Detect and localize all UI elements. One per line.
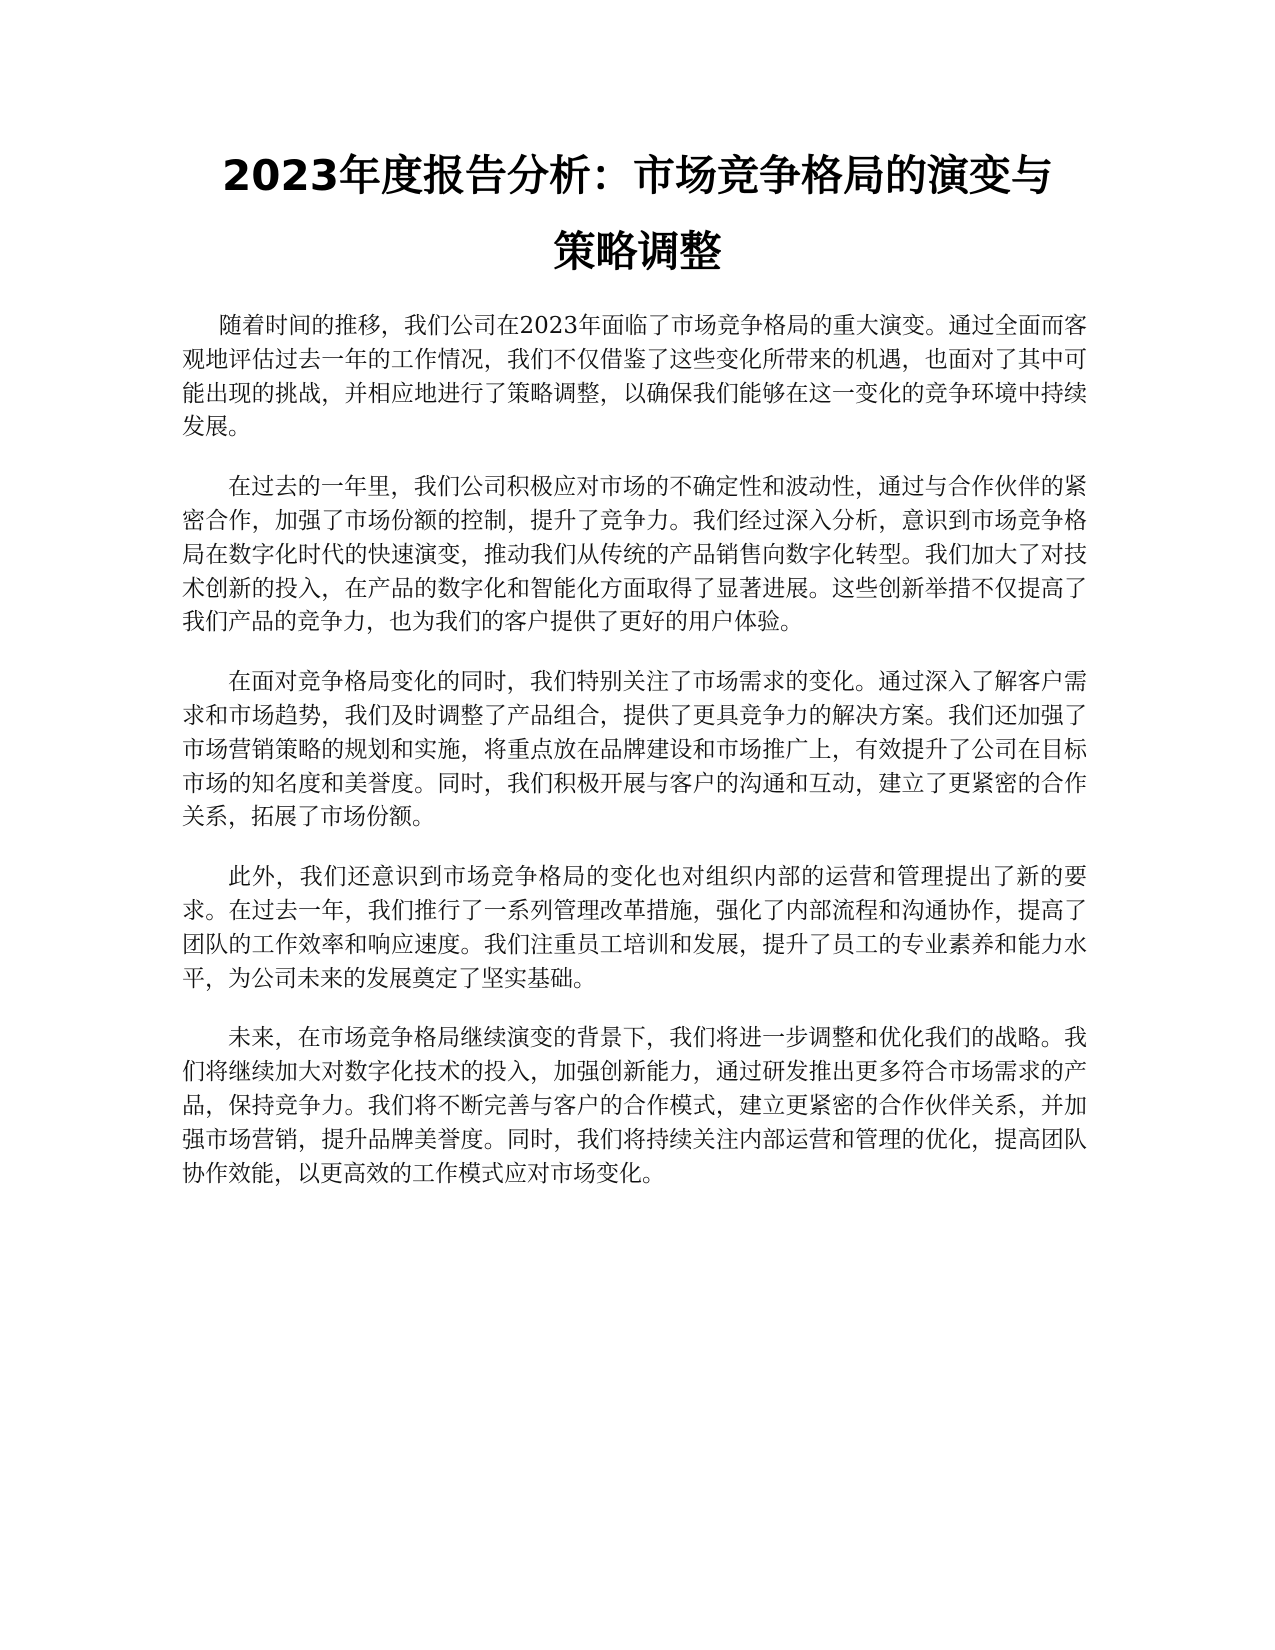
document-body	[182, 310, 1087, 1217]
paragraph-4: 此外，我们还意识到市场竞争格局的变化也对组织内部的运营和管理提出了新的要求。在过去一年，我们推行了一系列管理改革措施，强化了内部流程和沟通协作，提高了团队的工作效率和响应速度。我们注重员工培训和发展，提升了员工的专业素养和能力水平，为公司未来的发展奠定了坚实基础。	[182, 864, 1087, 992]
title-line-2: 策略调整	[553, 227, 722, 276]
paragraph-5: 未来，在市场竞争格局继续演变的背景下，我们将进一步调整和优化我们的战略。我们将继续加大对数字化技术的投入，加强创新能力，通过研发推出更多符合市场需求的产品，保持竞争力。我们将不断完善与客户的合作模式，建立更紧密的合作伙伴关系，并加强市场营销，提升品牌美誉度。同时，我们将持续关注内部运营和管理的优化，提高团队协作效能，以更高效的工作模式应对市场变化。	[182, 1025, 1087, 1187]
paragraph-1: 随着时间的推移，我们公司在2023年面临了市场竞争格局的重大演变。通过全面而客观地评估过去一年的工作情况，我们不仅借鉴了这些变化所带来的机遇，也面对了其中可能出现的挑战，并相应地进行了策略调整，以确保我们能够在这一变化的竞争环境中持续发展。	[182, 313, 1087, 441]
document-title	[150, 138, 1125, 290]
paragraph-2: 在过去的一年里，我们公司积极应对市场的不确定性和波动性，通过与合作伙伴的紧密合作，加强了市场份额的控制，提升了竞争力。我们经过深入分析，意识到市场竞争格局在数字化时代的快速演变，推动我们从传统的产品销售向数字化转型。我们加大了对技术创新的投入，在产品的数字化和智能化方面取得了显著进展。这些创新举措不仅提高了我们产品的竞争力，也为我们的客户提供了更好的用户体验。	[182, 474, 1087, 636]
title-line-1: 2023年度报告分析：市场竞争格局的演变与	[222, 151, 1053, 200]
paragraph-3: 在面对竞争格局变化的同时，我们特别关注了市场需求的变化。通过深入了解客户需求和市场趋势，我们及时调整了产品组合，提供了更具竞争力的解决方案。我们还加强了市场营销策略的规划和实施，将重点放在品牌建设和市场推广上，有效提升了公司在目标市场的知名度和美誉度。同时，我们积极开展与客户的沟通和互动，建立了更紧密的合作关系，拓展了市场份额。	[182, 669, 1087, 831]
